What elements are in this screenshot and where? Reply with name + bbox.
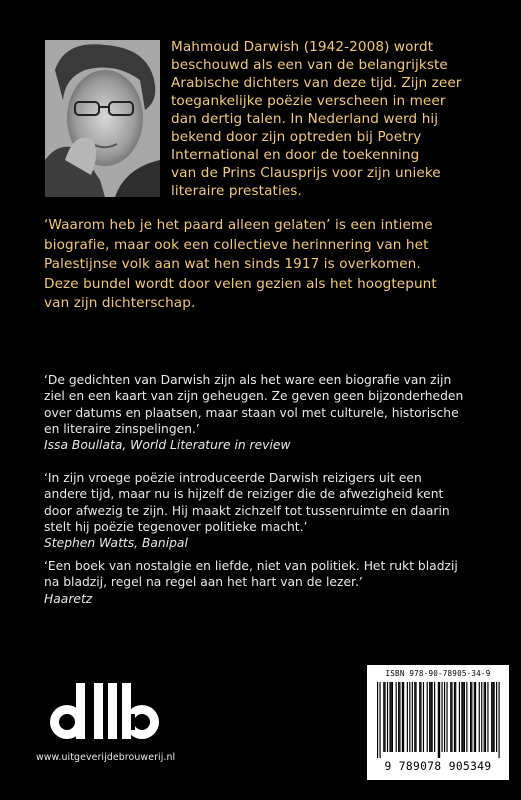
- book-summary: ‘Waarom heb je het paard alleen gelaten’ is een intieme biografie, maar ook een collectieve herinnering van het Palestijnse volk aan wat hen sinds 1917 is overkomen. Deze bundel wordt door velen gezien als het hoogtepunt van zijn dichterschap.: [44, 217, 437, 311]
- barcode-bar: [459, 682, 460, 752]
- barcode-bar: [487, 682, 488, 752]
- barcode-bar: [463, 682, 464, 752]
- barcode-bar: [399, 682, 400, 752]
- barcode-bar: [377, 682, 378, 758]
- barcode-bar: [392, 682, 393, 752]
- ean-digits: 9 789078 905349: [384, 760, 492, 773]
- barcode-bar: [455, 682, 456, 752]
- barcode-bar: [450, 682, 451, 752]
- publisher-logo: [46, 683, 168, 741]
- barcode-bars: [377, 682, 501, 758]
- barcode-bar: [484, 682, 485, 752]
- review-source: Haaretz: [44, 591, 93, 606]
- barcode-bar: [415, 682, 416, 752]
- review-text: ‘De gedichten van Darwish zijn als het ware een biografie van zijn ziel en een kaart van zijn geheugen. Ze geven geen bijzonderheden over datums en plaatsen, maar staan vol met culturele, historische en literaire zinspelingen.’: [44, 373, 464, 436]
- barcode-bar: [432, 682, 433, 752]
- barcode-bar: [439, 682, 440, 758]
- author-photo: [45, 40, 160, 197]
- barcode-bar: [485, 682, 486, 752]
- barcode-bar: [464, 682, 465, 752]
- barcode-bar: [492, 682, 493, 752]
- barcode-bar: [429, 682, 430, 752]
- barcode-bar: [419, 682, 420, 752]
- barcode-bar: [479, 682, 480, 752]
- barcode-bar: [434, 682, 435, 752]
- review-quote-1: [44, 356, 509, 469]
- author-portrait-image: [45, 40, 160, 197]
- barcode-bar: [402, 682, 403, 752]
- barcode-bar: [474, 682, 475, 752]
- barcode-bar: [389, 682, 390, 752]
- barcode-bar: [446, 682, 447, 752]
- barcode-bar: [407, 682, 408, 752]
- barcode-bar: [427, 682, 428, 752]
- barcode-bar: [454, 682, 455, 752]
- barcode-bar: [414, 682, 415, 752]
- barcode-bar: [461, 682, 462, 752]
- barcode-bar: [444, 682, 445, 752]
- barcode-bar: [481, 682, 482, 752]
- barcode-bar: [384, 682, 385, 752]
- barcode-bar: [396, 682, 397, 752]
- barcode-bar: [412, 682, 413, 752]
- barcode-bar: [379, 682, 380, 758]
- review-quote-3: [44, 542, 509, 623]
- barcode-bar: [499, 682, 500, 758]
- barcode-bar: [383, 682, 384, 752]
- review-text: ‘In zijn vroege poëzie introduceerde Darwish reizigers uit een andere tijd, maar nu is hijzelf de reiziger die de afwezigheid kent door afwezig te zijn. Hij maakt zichzelf tot tussenruimte en daarin stelt hij poëzie tegenover politieke macht.’: [44, 471, 450, 534]
- barcode-bar: [441, 682, 442, 752]
- barcode-bar: [398, 682, 399, 752]
- barcode-bar: [494, 682, 495, 752]
- barcode-bar: [475, 682, 476, 752]
- barcode-bar: [451, 682, 452, 752]
- barcode-bar: [496, 682, 497, 752]
- review-source: Issa Boullata, World Literature in review: [44, 438, 291, 453]
- barcode-bar: [423, 682, 424, 752]
- review-source: Stephen Watts, Banipal: [44, 536, 188, 551]
- author-bio: Mahmoud Darwish (1942-2008) wordt beschouwd als een van de belangrijkste Arabische dichters van deze tijd. Zijn zeer toegankelijke poëzie verscheen in meer dan dertig talen. In Nederland werd hij bekend door zijn optreden bij Poetry International en door de toekenning van de Prins Clausprijs voor zijn unieke literaire prestaties.: [171, 39, 462, 199]
- barcode-bar: [409, 682, 410, 752]
- publisher-website[interactable]: www.uitgeverijdebrouwerij.nl: [36, 752, 176, 763]
- barcode-bar: [391, 682, 392, 752]
- barcode-bar: [403, 682, 404, 752]
- barcode-bar: [470, 682, 471, 752]
- barcode-bar: [491, 682, 492, 752]
- barcode-bar: [420, 682, 421, 752]
- isbn-barcode: [367, 665, 509, 780]
- barcode-bar: [438, 682, 439, 758]
- barcode-bar: [387, 682, 388, 752]
- barcode-bar: [430, 682, 431, 752]
- isbn-label: ISBN 978-90-78905-34-9: [385, 669, 491, 678]
- review-text: ‘Een boek van nostalgie en liefde, niet van politiek. Het rukt bladzij na bladzij, regel na regel aan het hart van de lezer.’: [44, 559, 458, 590]
- barcode-bar: [471, 682, 472, 752]
- barcode-bar: [466, 682, 467, 752]
